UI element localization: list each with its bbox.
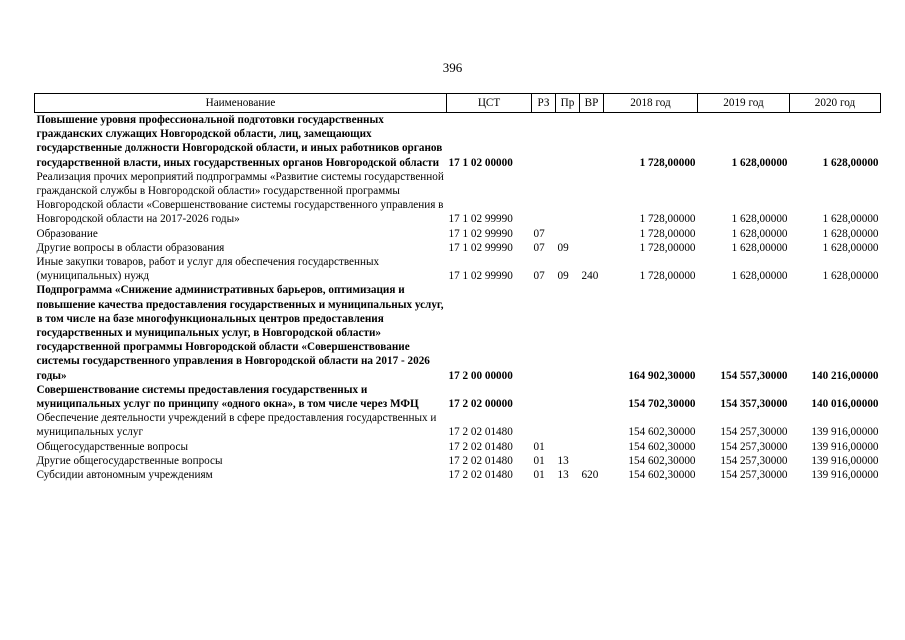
row-value-2019: 1 628,00000 (731, 227, 788, 240)
row-name: Реализация прочих мероприятий подпрограммы «Развитие системы государственной гражданской службы в Новгородской области» государственной программы Новгородской области «Совершенствование системы государственного управления в Новгородской области на 2017-2026 годы» (36, 170, 444, 226)
header-rz: РЗ (532, 94, 556, 113)
row-cst: 17 2 02 01480 (448, 454, 513, 467)
table-row (35, 241, 881, 255)
table-row (35, 283, 881, 382)
header-2019: 2019 год (698, 94, 790, 113)
header-2018: 2018 год (604, 94, 698, 113)
row-vr: 620 (581, 469, 599, 482)
row-value-2019: 1 628,00000 (731, 270, 788, 283)
page-number: 396 (442, 60, 463, 75)
row-rz (532, 113, 556, 170)
header-name: Наименование (35, 94, 447, 113)
header-cst: ЦСТ (447, 94, 532, 113)
row-value-2018: 154 602,30000 (628, 440, 696, 453)
row-vr (580, 227, 604, 241)
table-row (35, 255, 881, 283)
row-value-2020: 1 628,00000 (822, 270, 879, 283)
row-value-2019: 154 557,30000 (720, 369, 788, 382)
row-rz (532, 411, 556, 439)
row-rz (532, 170, 556, 227)
row-pr (556, 170, 580, 227)
row-cst: 17 1 02 99990 (448, 270, 513, 283)
row-value-2020: 1 628,00000 (822, 156, 879, 169)
table-row (35, 468, 881, 482)
row-vr (580, 440, 604, 454)
row-vr (580, 170, 604, 227)
row-name: Обеспечение деятельности учреждений в сфере предоставления государственных и муниципальных услуг (36, 412, 437, 439)
row-cst: 17 1 02 00000 (448, 156, 513, 169)
row-rz: 07 (533, 227, 545, 240)
row-value-2020: 1 628,00000 (822, 213, 879, 226)
row-vr (580, 241, 604, 255)
table-row (35, 113, 881, 170)
table-row (35, 227, 881, 241)
row-rz: 07 (533, 241, 545, 254)
row-rz (532, 383, 556, 411)
row-value-2020: 140 016,00000 (811, 398, 879, 411)
row-pr (556, 383, 580, 411)
row-vr (580, 113, 604, 170)
row-value-2020: 139 916,00000 (811, 454, 879, 467)
row-value-2020: 1 628,00000 (822, 241, 879, 254)
row-value-2019: 154 257,30000 (720, 454, 788, 467)
row-value-2018: 154 602,30000 (628, 469, 696, 482)
row-cst: 17 2 02 01480 (448, 440, 513, 453)
row-vr (580, 383, 604, 411)
row-cst: 17 2 00 00000 (448, 369, 513, 382)
row-pr: 09 (557, 270, 569, 283)
row-value-2018: 154 702,30000 (628, 398, 696, 411)
header-vr: ВР (580, 94, 604, 113)
row-value-2019: 154 357,30000 (720, 398, 788, 411)
row-name: Повышение уровня профессиональной подготовки государственных гражданских служащих Новгородской области, лиц, замещающих государственные должности Новгородской области, и иных работников органов государственной власти, иных государственных органов Новгородской области (36, 114, 443, 169)
table-row (35, 411, 881, 439)
table-row (35, 383, 881, 411)
row-name: Общегосударственные вопросы (36, 440, 189, 453)
row-value-2018: 164 902,30000 (628, 369, 696, 382)
row-value-2020: 139 916,00000 (811, 469, 879, 482)
table-header-row (35, 94, 881, 113)
row-value-2020: 139 916,00000 (811, 426, 879, 439)
row-value-2018: 1 728,00000 (639, 241, 696, 254)
row-value-2018: 1 728,00000 (639, 213, 696, 226)
row-rz: 07 (533, 270, 545, 283)
table-body (35, 113, 881, 483)
table-row (35, 440, 881, 454)
row-pr: 13 (557, 469, 569, 482)
header-2020: 2020 год (790, 94, 881, 113)
row-value-2018: 1 728,00000 (639, 156, 696, 169)
row-cst: 17 1 02 99990 (448, 227, 513, 240)
row-name: Другие вопросы в области образования (36, 241, 225, 254)
row-value-2019: 1 628,00000 (731, 156, 788, 169)
row-value-2019: 154 257,30000 (720, 426, 788, 439)
row-pr (556, 227, 580, 241)
row-name: Иные закупки товаров, работ и услуг для обеспечения государственных (муниципальных) нужд (36, 256, 380, 283)
row-pr (556, 283, 580, 382)
row-value-2019: 154 257,30000 (720, 440, 788, 453)
row-value-2019: 154 257,30000 (720, 469, 788, 482)
row-rz (532, 283, 556, 382)
row-value-2018: 1 728,00000 (639, 270, 696, 283)
row-value-2020: 139 916,00000 (811, 440, 879, 453)
row-rz: 01 (533, 454, 545, 467)
row-value-2018: 154 602,30000 (628, 426, 696, 439)
row-cst: 17 2 02 01480 (448, 426, 513, 439)
row-value-2020: 1 628,00000 (822, 227, 879, 240)
table-row (35, 170, 881, 227)
row-value-2019: 1 628,00000 (731, 213, 788, 226)
table-row (35, 454, 881, 468)
row-cst: 17 2 02 01480 (448, 469, 513, 482)
row-vr (580, 454, 604, 468)
row-value-2019: 1 628,00000 (731, 241, 788, 254)
header-pr: Пр (556, 94, 580, 113)
row-name: Подпрограмма «Снижение административных барьеров, оптимизация и повышение качества предоставления государственных и муниципальных услуг, в том числе на базе многофункциональных центров предоставления государственных и муниципальных услуг, в Новгородской области» государственной программы Новгородской области «Совершенствование системы государственного управления в Новгородской области на 2017 - 2026 годы» (36, 284, 444, 382)
row-name: Другие общегосударственные вопросы (36, 454, 223, 467)
row-cst: 17 1 02 99990 (448, 241, 513, 254)
row-pr (556, 440, 580, 454)
row-value-2018: 154 602,30000 (628, 454, 696, 467)
row-pr: 13 (557, 454, 569, 467)
row-pr: 09 (557, 241, 569, 254)
row-rz: 01 (533, 469, 545, 482)
row-value-2020: 140 216,00000 (811, 369, 879, 382)
row-pr (556, 113, 580, 170)
row-rz: 01 (533, 440, 545, 453)
row-pr (556, 411, 580, 439)
row-value-2018: 1 728,00000 (639, 227, 696, 240)
budget-table (34, 93, 881, 482)
row-vr (580, 283, 604, 382)
row-vr (580, 411, 604, 439)
row-vr: 240 (581, 270, 599, 283)
row-name: Совершенствование системы предоставления государственных и муниципальных услуг по принципу «одного окна», в том числе через МФЦ (36, 383, 419, 411)
row-cst: 17 1 02 99990 (448, 213, 513, 226)
row-name: Образование (36, 227, 98, 240)
row-name: Субсидии автономным учреждениям (36, 469, 213, 482)
row-cst: 17 2 02 00000 (448, 398, 513, 411)
